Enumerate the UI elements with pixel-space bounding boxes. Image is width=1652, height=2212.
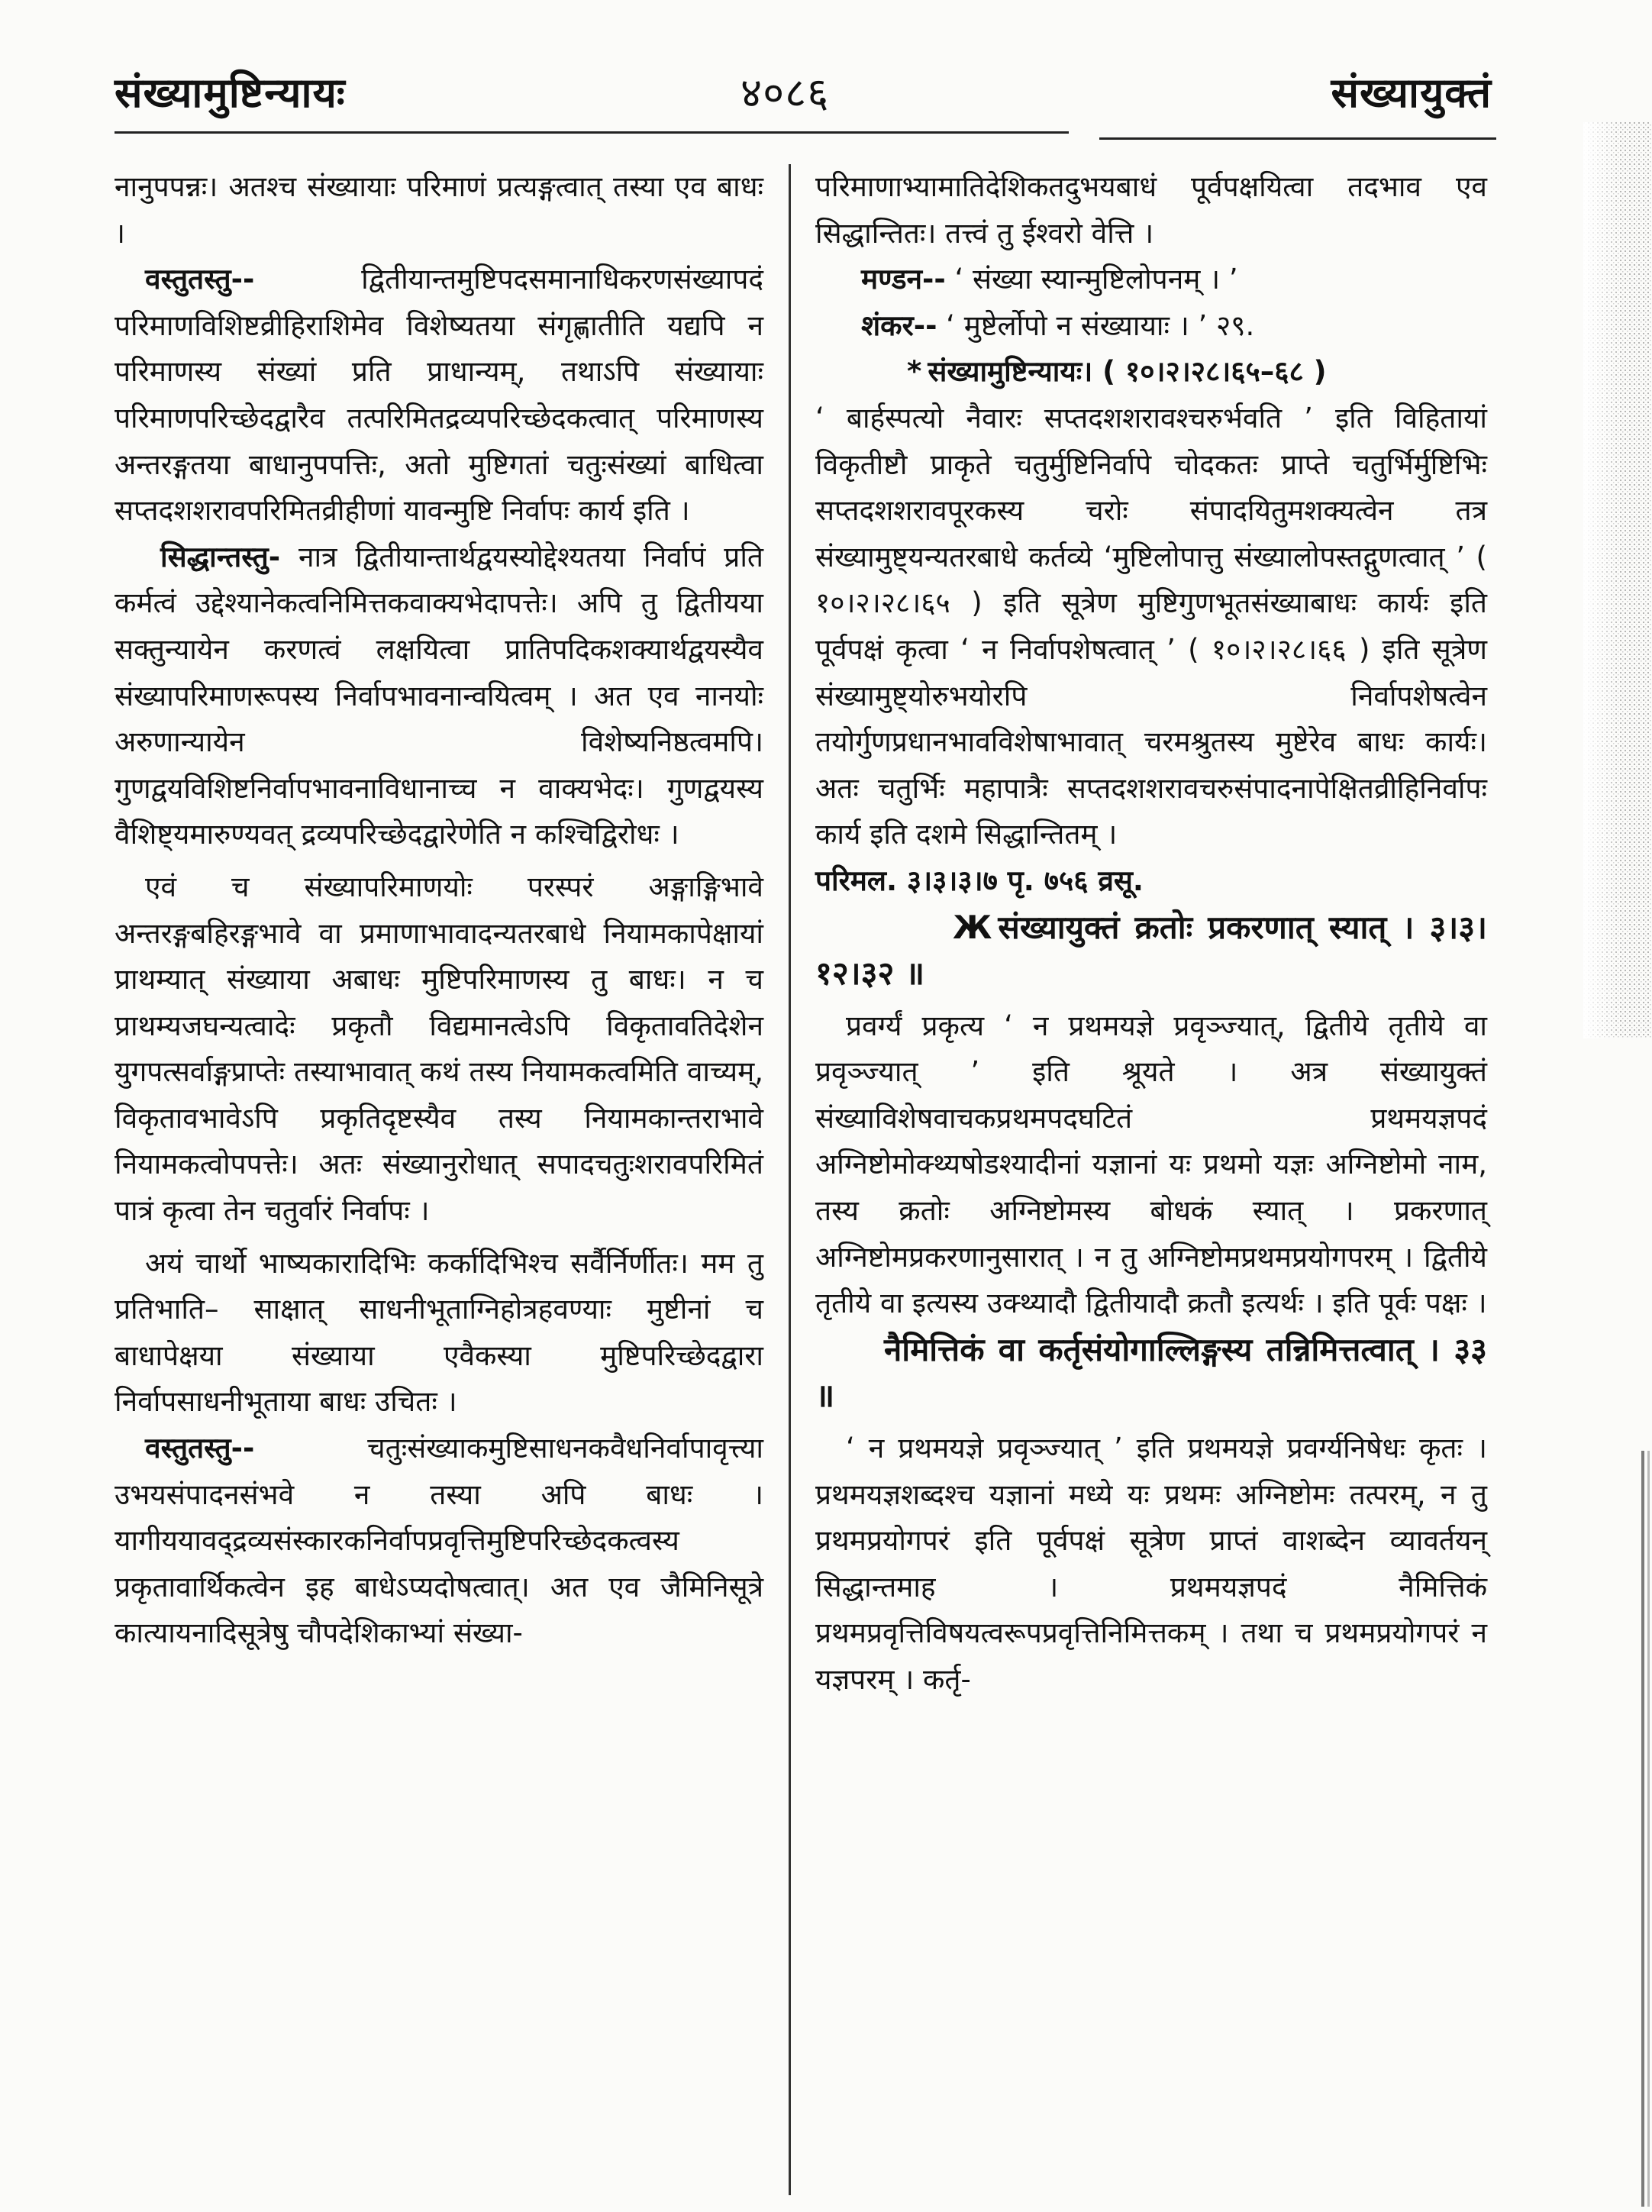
asterisk-mark-icon: * (907, 355, 922, 389)
right-para-3: प्रवर्ग्यं प्रकृत्य ‘ न प्रथमयज्ञे प्रवृञ्ज्यात्, द्वितीये तृतीये वा प्रवृञ्ज्यात् ’ इति श्रूयते । अत्र संख्यायुक्तं संख्याविशेषवाचकप्रथमपदघटितं प्रथमयज्ञपदं अग्निष्टोमोक्थ्यषोडश्यादीनां यज्ञानां यः प्रथमो यज्ञः अग्निष्टोमो नाम, तस्य क्रतोः अग्निष्टोमस्य बोधकं स्यात् । प्रकरणात् अग्निष्टोमप्रकरणानुसारात् । न तु अग्निष्टोमप्रथमप्रयोगपरम् । द्वितीये तृतीये वा इत्यस्य उक्थ्यादौ द्वितीयादौ क्रतौ इत्यर्थः । इति पूर्वः पक्षः । (815, 1009, 1487, 1320)
right-para-1: परिमाणाभ्यामातिदेशिकतदुभयबाधं पूर्वपक्षयित्वा तदभाव एव सिद्धान्तितः। तत्त्वं तु ईश्वरो वेत्ति । (815, 170, 1487, 250)
sutra-32: Ж संख्यायुक्तं क्रतोः प्रकरणात् स्यात् । ३।३। १२।३२ ॥ (815, 905, 1487, 997)
header-rule-right (1099, 137, 1496, 140)
reference-label: परिमल. (815, 864, 897, 897)
section-label: वस्तुतस्तु-- (145, 263, 255, 296)
left-para-1: नानुपपन्नः। अतश्च संख्यायाः परिमाणं प्रत्यङ्गत्वात् तस्या एव बाधः । (115, 170, 763, 250)
section-label: वस्तुतस्तु-- (145, 1432, 255, 1465)
mandana-verse: मण्डन-- ‘ संख्या स्यान्मुष्टिलोपनम् । ’ (861, 263, 1238, 296)
scan-edge-noise (1537, 122, 1652, 1038)
column-divider (789, 164, 791, 2195)
nyaya-heading: * संख्यामुष्टिन्यायः। ( १०।२।२८।६५–६८ ) (815, 349, 1487, 396)
left-para-6: वस्तुतस्तु-- चतुःसंख्याकमुष्टिसाधनकवैधनिर्वापावृत्त्या उभयसंपादनसंभवे न तस्या अपि बाधः । यागीययावद्द्रव्यसंस्कारकनिर्वापप्रवृत्तिमुष्टिपरिच्छेदकत्वस्य प्रकृतावार्थिकत्वेन इह बाधेऽप्यदोषत्वात्। अत एव जैमिनिसूत्रे कात्यायनादिसूत्रेषु चौपदेशिकाभ्यां संख्या- (115, 1432, 763, 1650)
left-para-2: वस्तुतस्तु-- द्वितीयान्तमुष्टिपदसमानाधिकरणसंख्यापदं परिमाणविशिष्टव्रीहिराशिमेव विशेष्यतया संगृह्णातीति यद्यपि न परिमाणस्य संख्यां प्रति प्राधान्यम्, तथाऽपि संख्यायाः परिमाणपरिच्छेदद्वारैव तत्परिमितद्रव्यपरिच्छेदकत्वात् परिमाणस्य अन्तरङ्गतया बाधानुपपत्तिः, अतो मुष्टिगतां चतुःसंख्यां बाधित्वा सप्तदशशरावपरिमितव्रीहीणां यावन्मुष्टि निर्वापः कार्य इति । (115, 263, 763, 528)
left-para-3: सिद्धान्तस्तु- नात्र द्वितीयान्तार्थद्वयस्योद्देश्यतया निर्वापं प्रति कर्मत्वं उद्देश्यानेकत्वनिमित्तकवाक्यभेदापत्तेः। अपि तु द्वितीयया सक्तुन्यायेन करणत्वं लक्षयित्वा प्रातिपदिकशक्यार्थद्वयस्यैव संख्यापरिमाणरूपस्य निर्वापभावनान्वयित्वम् । अत एव नानयोः अरुणान्यायेन विशेष्यनिष्ठत्वमपि। गुणद्वयविशिष्टनिर्वापभावनाविधानाच्च न वाक्यभेदः। गुणद्वयस्य वैशिष्ट्यमारुण्यवत् द्रव्यपरिच्छेदद्वारेणेति न कश्चिद्विरोधः । (115, 540, 763, 851)
sutra-33: नैमित्तिकं वा कर्तृसंयोगाल्लिङ्गस्य तन्निमित्तत्वात् । ३३ ॥ (815, 1330, 1487, 1415)
page-number: ४०८६ (740, 69, 830, 117)
sutra-mark-icon: Ж (953, 908, 992, 946)
shankara-verse: शंकर-- ‘ मुष्टेर्लोपो न संख्यायाः । ’ २९. (861, 308, 1255, 342)
right-para-4: ‘ न प्रथमयज्ञे प्रवृञ्ज्यात् ’ इति प्रथमयज्ञे प्रवर्ग्यनिषेधः कृतः । प्रथमयज्ञशब्दश्च यज्ञानां मध्ये यः प्रथमः अग्निष्टोमः तत्परम्, न तु प्रथमप्रयोगपरं इति पूर्वपक्षं सूत्रेण प्राप्तं वाशब्देन व्यावर्तयन् सिद्धान्तमाह । प्रथमयज्ञपदं नैमित्तिकं प्रथमप्रवृत्तिविषयत्वरूपप्रवृत्तिनिमित्तकम् । तथा च प्रथमप्रयोगपरं न यज्ञपरम् । कर्तृ- (815, 1432, 1487, 1696)
left-column (115, 164, 763, 1657)
running-head-left: संख्यामुष्टिन्यायः (115, 69, 346, 117)
scan-edge-line (1635, 1451, 1652, 2207)
header-rule-left (115, 131, 1069, 134)
left-para-4: एवं च संख्यापरिमाणयोः परस्परं अङ्गाङ्गिभावे अन्तरङ्गबहिरङ्गभावे वा प्रमाणाभावादन्यतरबाधे नियामकापेक्षायां प्राथम्यात् संख्याया अबाधः मुष्टिपरिमाणस्य तु बाधः। न च प्राथम्यजघन्यत्वादेः प्रकृतौ विद्यमानत्वेऽपि विकृतावतिदेशेन युगपत्सर्वाङ्गप्राप्तेः तस्याभावात् कथं तस्य नियामकत्वमिति वाच्यम्, विकृतावभावेऽपि प्रकृतिदृष्टस्यैव तस्य नियामकान्तराभावे नियामकत्वोपपत्तेः। अतः संख्यानुरोधात् सपादचतुःशरावपरिमितं पात्रं कृत्वा तेन चतुर्वारं निर्वापः । (115, 870, 763, 1228)
section-label: सिद्धान्तस्तु- (160, 540, 281, 573)
author-label: शंकर-- (861, 308, 937, 342)
right-column (815, 164, 1487, 1703)
parimala-reference: परिमल. ३।३।३।७ पृ. ७५६ व्रसू. (815, 864, 1144, 897)
left-para-5: अयं चार्थो भाष्यकारादिभिः कर्कादिभिश्च सर्वैर्निर्णीतः। मम तु प्रतिभाति– साक्षात् साधनीभूताग्निहोत्रहवण्याः मुष्टीनां च बाधापेक्षया संख्याया एवैकस्या मुष्टिपरिच्छेदद्वारा निर्वापसाधनीभूताया बाधः उचितः । (115, 1246, 763, 1419)
running-head-right: संख्यायुक्तं (1331, 69, 1492, 117)
right-para-2: ‘ बार्हस्पत्यो नैवारः सप्तदशशरावश्चरुर्भवति ’ इति विहितायां विकृतीष्टौ प्राकृते चतुर्मुष्टिनिर्वापे चोदकतः प्राप्ते चतुर्भिर्मुष्टिभिः सप्तदशशरावपूरकस्य चरोः संपादयितुमशक्यत्वेन तत्र संख्यामुष्ट्यन्यतरबाधे कर्तव्ये ‘मुष्टिलोपात्तु संख्यालोपस्तद्गुणत्वात् ’ ( १०।२।२८।६५ ) इति सूत्रेण मुष्टिगुणभूतसंख्याबाधः कार्यः इति पूर्वपक्षं कृत्वा ‘ न निर्वापशेषत्वात् ’ ( १०।२।२८।६६ ) इति सूत्रेण संख्यामुष्ट्योरुभयोरपि निर्वापशेषत्वेन तयोर्गुणप्रधानभावविशेषाभावात् चरमश्रुतस्य मुष्टेरेव बाधः कार्यः। अतः चतुर्भिः महापात्रैः सप्तदशशरावचरुसंपादनापेक्षितव्रीहिनिर्वापः कार्य इति दशमे सिद्धान्तितम् । (815, 401, 1487, 851)
author-label: मण्डन-- (861, 263, 946, 296)
